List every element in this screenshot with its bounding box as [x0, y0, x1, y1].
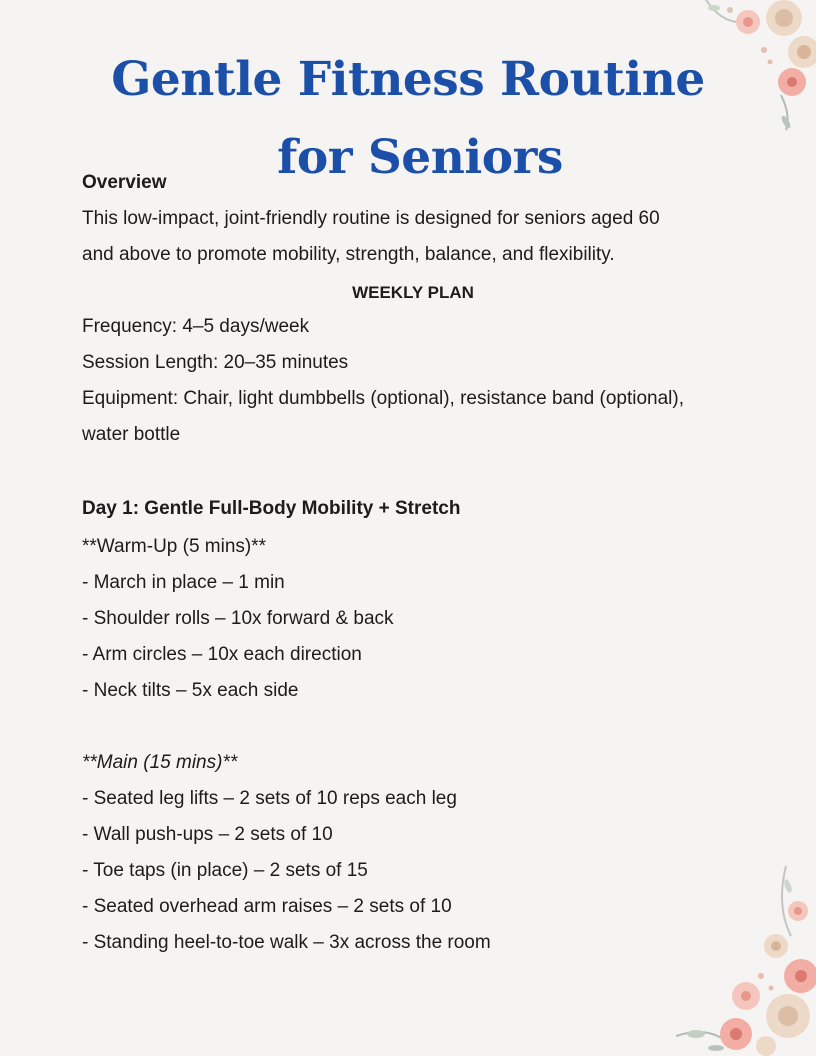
frequency-text: Frequency: 4–5 days/week — [82, 316, 310, 337]
overview-heading: Overview — [82, 172, 167, 193]
list-item: - Shoulder rolls – 10x forward & back — [82, 608, 394, 629]
overview-text-line-2: and above to promote mobility, strength, balance, and flexibility. — [82, 244, 615, 265]
equipment-text-line-2: water bottle — [82, 424, 181, 445]
session-length-text: Session Length: 20–35 minutes — [82, 352, 349, 373]
page-title-line-1: Gentle Fitness Routine — [111, 52, 705, 107]
weekly-plan-heading: WEEKLY PLAN — [352, 283, 474, 302]
list-item: - Toe taps (in place) – 2 sets of 15 — [82, 860, 368, 881]
list-item: - Seated overhead arm raises – 2 sets of 10 — [82, 896, 452, 917]
list-item: - Arm circles – 10x each direction — [82, 644, 362, 665]
equipment-text-line-1: Equipment: Chair, light dumbbells (optional), resistance band (optional), — [82, 388, 684, 409]
floral-decoration-bottom-right — [676, 866, 816, 1056]
page-title-line-2: for Seniors — [277, 130, 563, 185]
overview-text-line-1: This low-impact, joint-friendly routine is designed for seniors aged 60 — [82, 208, 660, 229]
list-item: - Neck tilts – 5x each side — [82, 680, 299, 701]
list-item: - Seated leg lifts – 2 sets of 10 reps each leg — [82, 788, 457, 809]
list-item: - Wall push-ups – 2 sets of 10 — [82, 824, 333, 845]
list-item: - Standing heel-to-toe walk – 3x across the room — [82, 932, 491, 953]
main-heading: **Main (15 mins)** — [82, 752, 238, 773]
warmup-heading: **Warm-Up (5 mins)** — [82, 536, 267, 557]
day1-heading: Day 1: Gentle Full-Body Mobility + Stretch — [82, 498, 461, 519]
list-item: - March in place – 1 min — [82, 572, 285, 593]
